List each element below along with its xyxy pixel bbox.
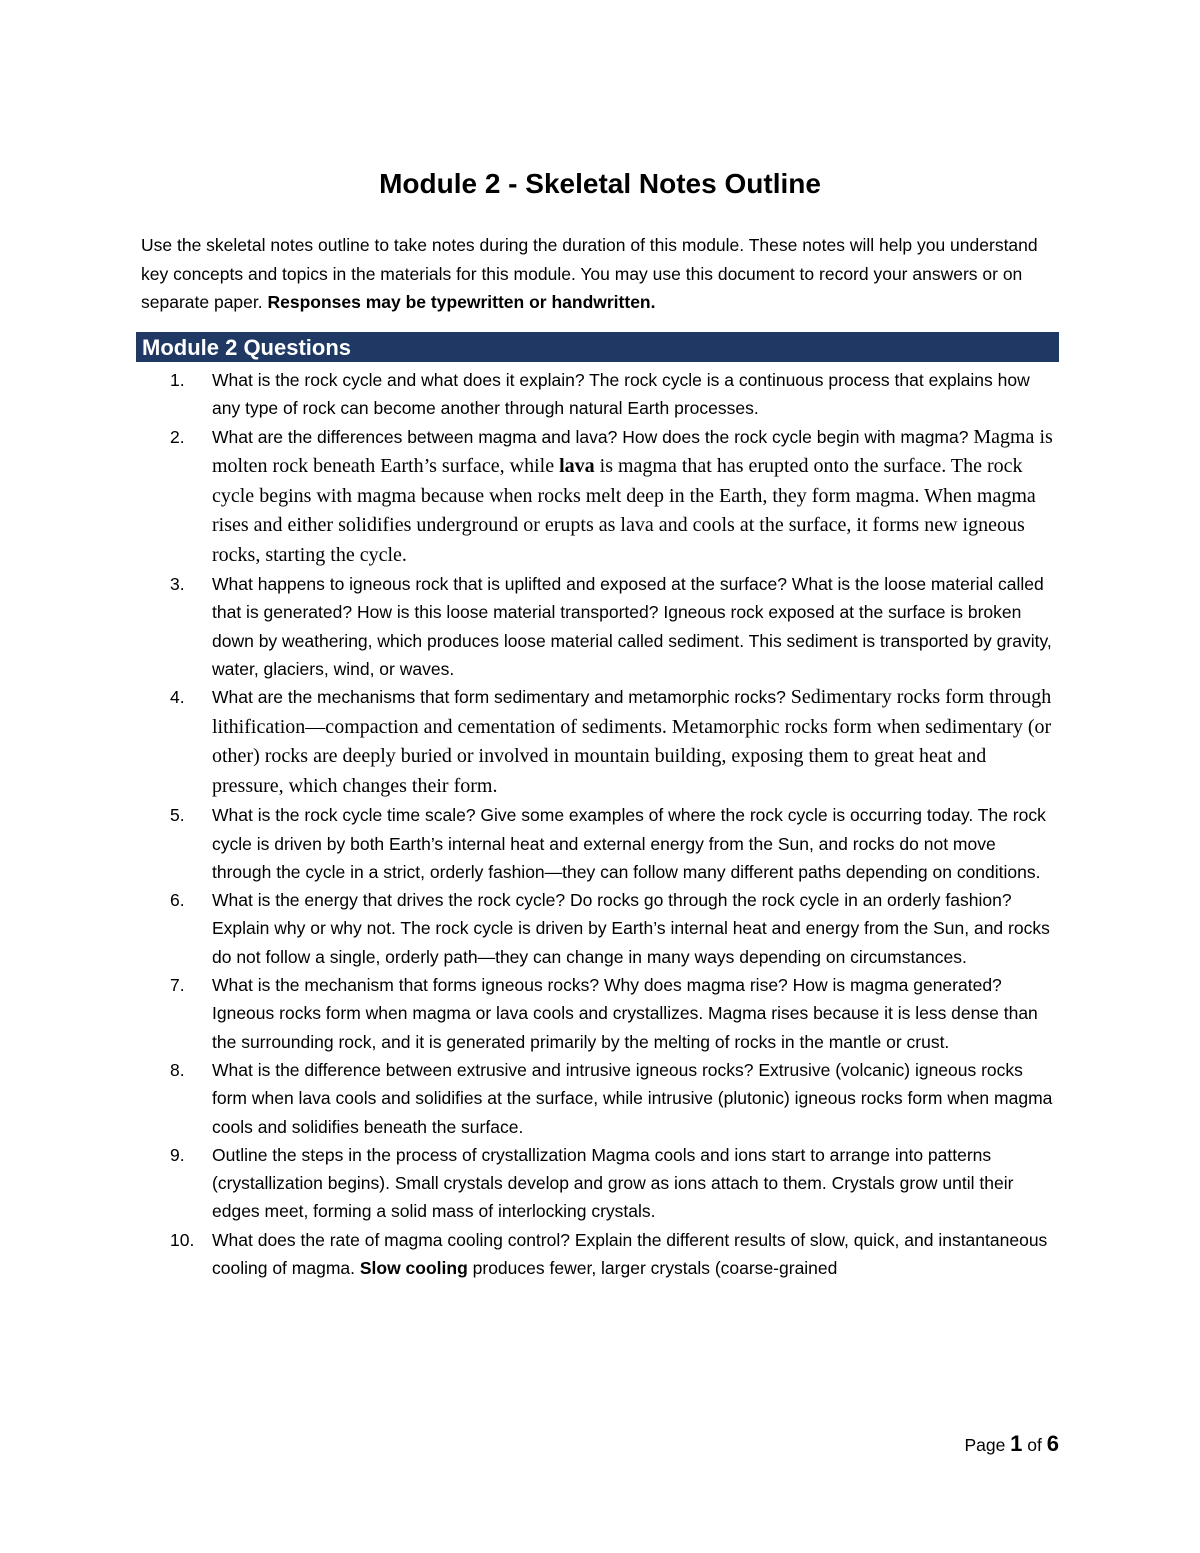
of-label: of	[1022, 1435, 1047, 1455]
intro-bold-text: Responses may be typewritten or handwritten	[267, 292, 651, 312]
question-number: 7.	[170, 975, 185, 996]
answer-bold: Slow cooling	[359, 1258, 468, 1279]
question-item	[141, 1141, 1059, 1226]
question-number: 6.	[170, 890, 185, 911]
question-item	[141, 423, 1059, 571]
question-text: What is the difference between extrusive and intrusive igneous rocks?	[212, 1059, 759, 1080]
page-label: Page	[964, 1435, 1011, 1455]
page-title: Module 2 - Skeletal Notes Outline	[379, 168, 821, 199]
question-item	[141, 886, 1059, 971]
question-text: Outline the steps in the process of crystallization	[212, 1144, 592, 1165]
question-text: What are the differences between magma and lava? How does the rock cycle begin with magma?	[212, 426, 974, 447]
answer-text: Extrusive (volcanic) igneous rocks form when lava cools and solidifies at the surface, while intrusive (plutonic) igneous rocks form when magma cools and solidifies beneath the surface.	[212, 1059, 1053, 1137]
answer-text: The rock cycle is driven by Earth’s internal heat and energy from the Sun, and rocks do not follow a single, orderly path—they can change in many ways depending on circumstances.	[212, 918, 1050, 967]
question-item	[141, 1226, 1059, 1283]
intro-end: .	[650, 292, 656, 312]
question-item	[141, 570, 1059, 683]
answer-text: Igneous rocks form when magma or lava cools and crystallizes. Magma rises because it is less dense than the surrounding rock, and it is generated primarily by the melting of rocks in the mantle or crust.	[212, 1003, 1038, 1052]
question-number: 10.	[170, 1229, 195, 1250]
answer-part: Magma is molten rock beneath Earth’s surface, while	[212, 425, 1053, 478]
question-text: What happens to igneous rock that is uplifted and exposed at the surface? What is the loose material called that is generated? How is this loose material transported?	[212, 574, 1044, 623]
question-item	[141, 683, 1059, 801]
question-number: 1.	[170, 370, 185, 390]
question-item	[141, 1056, 1059, 1141]
question-text: What is the rock cycle time scale? Give some examples of where the rock cycle is occurring today.	[212, 805, 978, 826]
question-number: 2.	[170, 426, 185, 447]
intro-paragraph	[141, 231, 1059, 317]
intro-text: Use the skeletal notes outline to take notes during the duration of this module. These notes will help you understand key concepts and topics in the materials for this module. You may use this document to record your answers or on separate paper.	[141, 235, 1038, 312]
question-item	[141, 366, 1059, 423]
page-total: 6	[1046, 1431, 1059, 1456]
answer-bold: lava	[559, 455, 595, 478]
answer-text: Sedimentary rocks form through lithification—compaction and cementation of sediments. Metamorphic rocks form when sedimentary (or other) rocks are deeply buried or involved in mountain building, exposing them to great heat and pressure, which changes their form.	[212, 686, 1052, 797]
question-number: 5.	[170, 805, 185, 826]
question-number: 3.	[170, 574, 185, 595]
question-text: What does the rate of magma cooling control? Explain the different results of slow, quick, and instantaneous cooling of magma.	[212, 1229, 1048, 1279]
question-number: 4.	[170, 687, 185, 708]
answer-text: Magma cools and ions start to arrange into patterns (crystallization begins). Small crystals develop and grow as ions attach to them. Crystals grow until their edges meet, forming a solid mass of interlocking crystals.	[212, 1144, 1014, 1222]
page-current: 1	[1010, 1431, 1023, 1456]
answer-text: The rock cycle is driven by both Earth’s internal heat and external energy from the Sun, and rocks do not move through the cycle in a strict, orderly fashion—they can follow many different paths depending on conditions.	[212, 805, 1046, 882]
question-text: What are the mechanisms that form sedimentary and metamorphic rocks?	[212, 687, 791, 708]
question-list	[141, 366, 1059, 1282]
answer-text: The rock cycle is a continuous process that explains how any type of rock can become another through natural Earth processes.	[212, 370, 1030, 419]
question-number: 9.	[170, 1144, 185, 1165]
section-header: Module 2 Questions	[136, 332, 1059, 362]
answer-text: Igneous rock exposed at the surface is broken down by weathering, which produces loose material called sediment. This sediment is transported by gravity, water, glaciers, wind, or waves.	[212, 602, 1052, 679]
question-text: What is the energy that drives the rock cycle? Do rocks go through the rock cycle in an orderly fashion? Explain why or why not.	[212, 890, 1012, 939]
answer-part: is magma that has erupted onto the surface. The rock cycle begins with magma because when rocks melt deep in the Earth, they form magma. When magma rises and either solidifies underground or erupts as lava and cools at the surface, it forms new igneous rocks, starting the cycle.	[212, 455, 1036, 566]
question-text: What is the rock cycle and what does it explain?	[212, 370, 590, 390]
question-number: 8.	[170, 1059, 185, 1080]
question-text: What is the mechanism that forms igneous rocks? Why does magma rise? How is magma generated?	[212, 975, 1002, 996]
question-item	[141, 971, 1059, 1056]
page-footer	[964, 1430, 1059, 1459]
question-item	[141, 801, 1059, 886]
answer-text: produces fewer, larger crystals (coarse-grained	[467, 1258, 838, 1279]
